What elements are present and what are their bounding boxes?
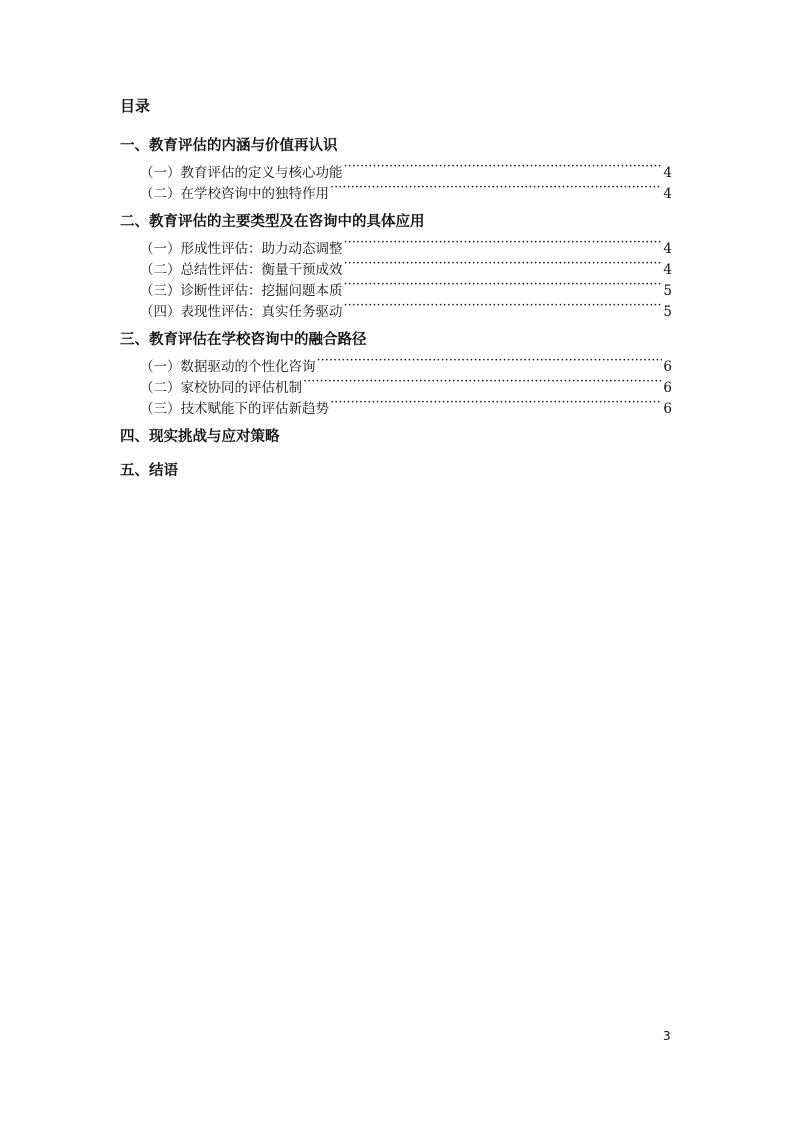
entry-page-number: 5 (663, 283, 672, 299)
section-heading[interactable]: 三、教育评估在学校咨询中的融合路径 (120, 332, 367, 348)
dot-leader (344, 295, 663, 316)
entry-text: （二）家校协同的评估机制 (140, 380, 302, 396)
entry-page-number: 4 (663, 241, 672, 257)
section-heading[interactable]: 一、教育评估的内涵与价值再认识 (120, 138, 338, 154)
entry-page-number: 4 (663, 165, 672, 181)
table-of-contents (120, 136, 672, 495)
toc-section-4 (120, 427, 672, 447)
entry-text: （三）技术赋能下的评估新趋势 (140, 401, 329, 417)
dot-leader (344, 156, 663, 177)
dot-leader (344, 232, 663, 253)
dot-leader (344, 274, 663, 295)
toc-title: 目录 (120, 97, 151, 115)
entry-page-number: 5 (663, 304, 672, 320)
dot-leader (330, 177, 662, 198)
toc-section-1 (120, 136, 672, 202)
toc-entry[interactable] (120, 232, 672, 257)
toc-entry[interactable] (120, 156, 672, 181)
toc-section-5 (120, 461, 672, 481)
toc-section-2 (120, 212, 672, 320)
dot-leader (330, 392, 662, 413)
toc-section-3 (120, 330, 672, 417)
entry-page-number: 6 (663, 380, 672, 396)
entry-text: （一）数据驱动的个性化咨询 (140, 359, 316, 375)
entry-text: （四）表现性评估：真实任务驱动 (140, 304, 343, 320)
entry-text: （二）总结性评估：衡量干预成效 (140, 262, 343, 278)
page-number: 3 (663, 1029, 671, 1043)
entry-page-number: 4 (663, 186, 672, 202)
entry-page-number: 6 (663, 401, 672, 417)
entry-text: （一）形成性评估：助力动态调整 (140, 241, 343, 257)
entry-text: （三）诊断性评估：挖掘问题本质 (140, 283, 343, 299)
entry-text: （一）教育评估的定义与核心功能 (140, 165, 343, 181)
dot-leader (344, 253, 663, 274)
toc-entry[interactable] (120, 350, 672, 375)
section-heading[interactable]: 五、结语 (120, 463, 178, 479)
entry-page-number: 6 (663, 359, 672, 375)
section-heading[interactable]: 二、教育评估的主要类型及在咨询中的具体应用 (120, 214, 425, 230)
section-heading[interactable]: 四、现实挑战与应对策略 (120, 429, 280, 445)
dot-leader (317, 350, 663, 371)
entry-page-number: 4 (663, 262, 672, 278)
entry-text: （二）在学校咨询中的独特作用 (140, 186, 329, 202)
dot-leader (303, 371, 662, 392)
